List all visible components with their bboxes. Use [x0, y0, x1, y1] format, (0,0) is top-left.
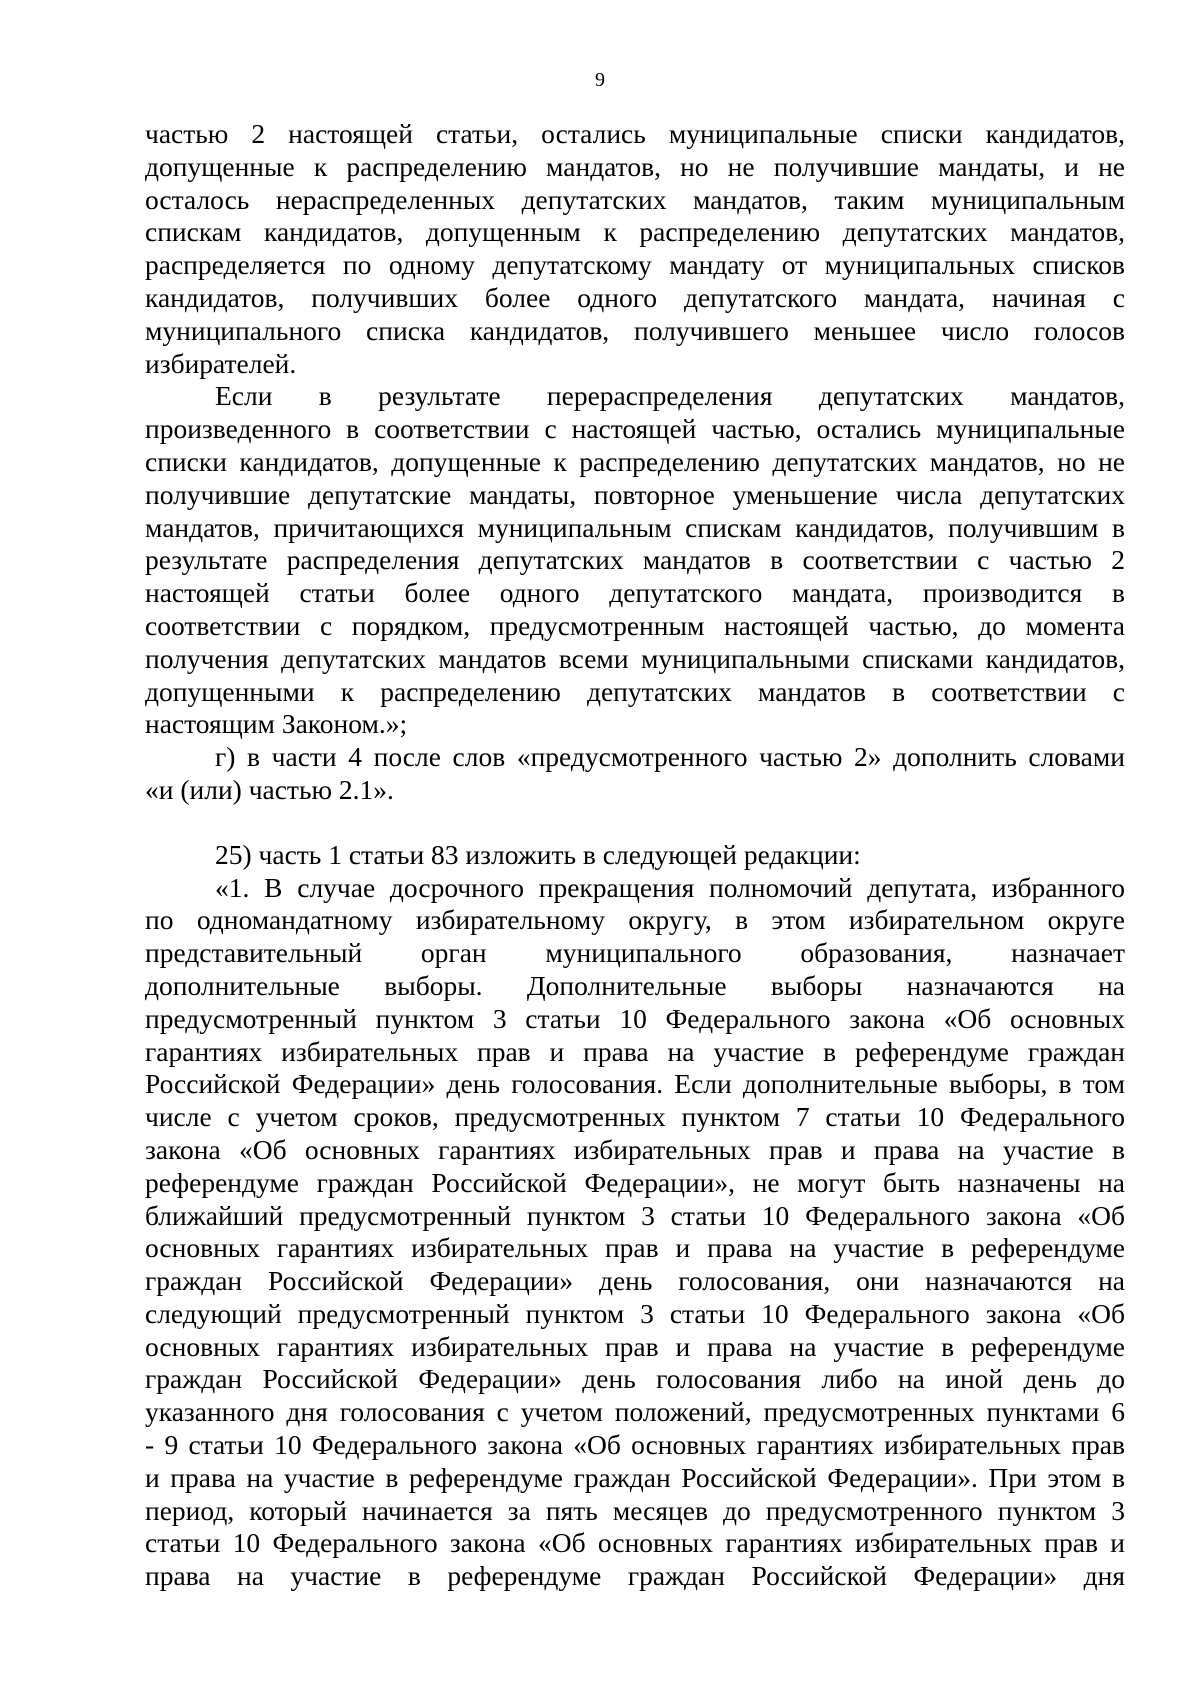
text-line: допущенными к распределению депутатских мандатов в соответствии с	[145, 675, 1125, 707]
text-line: допущенные к распределению мандатов, но не получившие мандаты, и не	[145, 150, 1125, 182]
text-line: следующий предусмотренный пунктом 3 статьи 10 Федерального закона «Об	[145, 1297, 1125, 1329]
text-line: ближайший предусмотренный пунктом 3 статьи 10 Федерального закона «Об	[145, 1199, 1125, 1231]
text-line: частью 2 настоящей статьи, остались муниципальные списки кандидатов,	[145, 118, 1125, 149]
text-line: 25) часть 1 статьи 83 изложить в следующей редакции:	[215, 838, 861, 870]
text-line: настоящим Законом.»;	[145, 708, 408, 740]
text-line: Если в результате перераспределения депутатских мандатов,	[215, 380, 1125, 412]
text-line: права на участие в референдуме граждан Российской Федерации» дня	[145, 1560, 1125, 1592]
text-line: «и (или) частью 2.1».	[145, 773, 394, 805]
text-line: спискам кандидатов, допущенным к распределению депутатских мандатов,	[145, 216, 1125, 248]
text-line: дополнительные выборы. Дополнительные выборы назначаются на	[145, 969, 1125, 1001]
text-line: избирателей.	[145, 347, 297, 379]
text-line: закона «Об основных гарантиях избирательных прав и права на участие в	[145, 1133, 1125, 1165]
document-body	[145, 118, 1125, 1593]
text-line: гарантиях избирательных прав и права на участие в референдуме граждан	[145, 1035, 1125, 1067]
text-line: период, который начинается за пять месяцев до предусмотренного пунктом 3	[145, 1494, 1125, 1526]
text-line: осталось нераспределенных депутатских мандатов, таким муниципальным	[145, 183, 1125, 215]
text-line: основных гарантиях избирательных прав и права на участие в референдуме	[145, 1330, 1125, 1362]
text-line: - 9 статьи 10 Федерального закона «Об основных гарантиях избирательных прав	[145, 1429, 1125, 1461]
paragraph-part-1	[145, 872, 1125, 1594]
text-line: кандидатов, получивших более одного депутатского мандата, начиная с	[145, 281, 1125, 313]
text-line: референдуме граждан Российской Федерации», не могут быть назначены на	[145, 1166, 1125, 1198]
page-number: 9	[595, 69, 605, 91]
text-line: г) в части 4 после слов «предусмотренного частью 2» дополнить словами	[215, 741, 1125, 773]
text-line: настоящей статьи более одного депутатского мандата, производится в	[145, 577, 1125, 609]
text-line: результате распределения депутатских мандатов в соответствии с частью 2	[145, 544, 1125, 576]
paragraph-amendment-g	[145, 741, 1125, 807]
text-line: граждан Российской Федерации» день голосования либо на иной день до	[145, 1363, 1125, 1395]
text-line: муниципального списка кандидатов, получившего меньшее число голосов	[145, 314, 1125, 346]
text-line: получения депутатских мандатов всеми муниципальными списками кандидатов,	[145, 642, 1125, 674]
text-line: списки кандидатов, допущенные к распределению депутатских мандатов, но не	[145, 445, 1125, 477]
paragraph-redistribution	[145, 380, 1125, 741]
paragraph-continuation	[145, 118, 1125, 380]
text-line: мандатов, причитающихся муниципальным спискам кандидатов, получившим в	[145, 511, 1125, 543]
text-line: числе с учетом сроков, предусмотренных пунктом 7 статьи 10 Федерального	[145, 1101, 1125, 1133]
text-line: произведенного в соответствии с настоящей частью, остались муниципальные	[145, 413, 1125, 445]
text-line: Российской Федерации» день голосования. Если дополнительные выборы, в том	[145, 1068, 1125, 1100]
text-line: граждан Российской Федерации» день голосования, они назначаются на	[145, 1265, 1125, 1297]
text-line: «1. В случае досрочного прекращения полномочий депутата, избранного	[215, 871, 1125, 903]
text-line: основных гарантиях избирательных прав и права на участие в референдуме	[145, 1232, 1125, 1264]
text-line: получившие депутатские мандаты, повторное уменьшение числа депутатских	[145, 478, 1125, 510]
text-line: статьи 10 Федерального закона «Об основных гарантиях избирательных прав и	[145, 1527, 1125, 1559]
text-line: представительный орган муниципального образования, назначает	[145, 937, 1125, 969]
text-line: по одномандатному избирательному округу, в этом избирательном округе	[145, 904, 1125, 936]
text-line: указанного дня голосования с учетом положений, предусмотренных пунктами 6	[145, 1396, 1125, 1428]
paragraph-gap	[145, 807, 1125, 839]
text-line: и права на участие в референдуме граждан Российской Федерации». При этом в	[145, 1461, 1125, 1493]
text-line: предусмотренный пунктом 3 статьи 10 Федерального закона «Об основных	[145, 1002, 1125, 1034]
text-line: соответствии с порядком, предусмотренным настоящей частью, до момента	[145, 609, 1125, 641]
paragraph-item-25	[145, 839, 1125, 872]
text-line: распределяется по одному депутатскому мандату от муниципальных списков	[145, 249, 1125, 281]
